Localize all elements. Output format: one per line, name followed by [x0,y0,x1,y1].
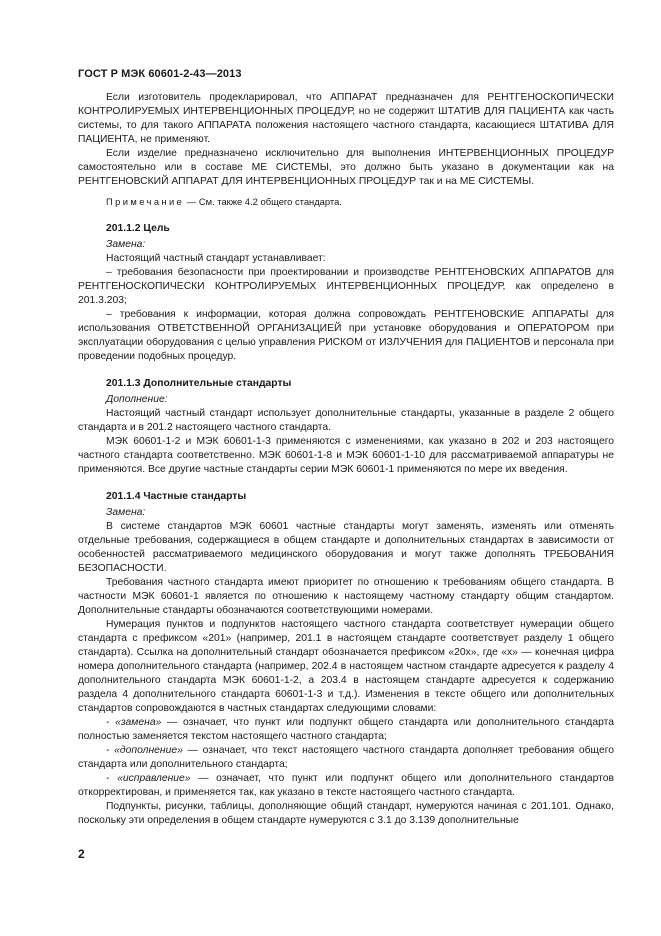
list-item-text: — означает, что текст настоящего частного стандарта дополняет требования общего стандарта или дополнительного стандарта; [78,745,615,770]
paragraph: Настоящий частный стандарт использует дополнительные стандарты, указанные в разделе 2 общего стандарта и в 201.2 настоящего частного стандарта. [78,408,614,433]
list-item: – требования безопасности при проектировании и производстве РЕНТГЕНОВСКИХ АППАРАТОВ для РЕНТГЕНОСКОПИЧЕСКИ КОНТРОЛИРУЕМЫХ ИНТЕРВЕНЦИОННЫХ ПРОЦЕДУР, как определено в 201.3.203; [78,267,614,306]
document-body [78,91,614,828]
section-heading: 201.1.2 Цель [106,223,170,234]
list-item: - «замена» — означает, что пункт или подпункт общего стандарта или дополнительного стандарта полностью заменяется текстом настоящего частного стандарта; [78,717,614,742]
section-intro: Дополнение: [106,394,168,405]
section-heading: 201.1.3 Дополнительные стандарты [106,378,292,389]
page-number: 2 [78,847,85,861]
note-text: — См. также 4.2 общего стандарта. [184,196,342,207]
term: «замена» [115,717,162,728]
list-item-text: — означает, что пункт или подпункт общего стандарта или дополнительного стандарта полностью заменяется текстом настоящего частного стандарта; [78,717,614,742]
section-heading: 201.1.4 Частные стандарты [106,491,247,502]
paragraph: Настоящий частный стандарт устанавливает: [106,253,326,264]
list-item: - «дополнение» — означает, что текст настоящего частного стандарта дополняет требования общего стандарта или дополнительного стандарта; [78,745,615,770]
paragraph: В системе стандартов МЭК 60601 частные стандарты могут заменять, изменять или отменять отдельные требования, содержащиеся в общем стандарте и дополнительных стандартах в зависимости от особенностей рассматриваемого медицинского оборудования и могут также дополнять ТРЕБОВАНИЯ БЕЗОПАСНОСТИ. [78,521,614,574]
list-item: - «исправление» — означает, что пункт или подпункт общего или дополнительного стандартов откорректирован, и применяется так, как указано в тексте настоящего частного стандарта. [78,773,614,798]
paragraph: Если изготовитель продекларировал, что АППАРАТ предназначен для РЕНТГЕНОСКОПИЧЕСКИ КОНТРОЛИРУЕМЫХ ИНТЕРВЕНЦИОННЫХ ПРОЦЕДУР, но не содержит ШТАТИВ ДЛЯ ПАЦИЕНТА как часть системы, то для такого АППАРАТА положения настоящего частного стандарта, касающиеся ШТАТИВА ДЛЯ ПАЦИЕНТА, не применяют. [78,92,614,145]
section-intro: Замена: [106,507,146,518]
list-item-text: — означает, что пункт или подпункт общего или дополнительного стандартов откорректирован, и применяется так, как указано в тексте настоящего частного стандарта. [78,773,614,798]
term: «исправление» [117,773,191,784]
paragraph: МЭК 60601-1-2 и МЭК 60601-1-3 применяются с изменениями, как указано в 202 и 203 настоящего частного стандарта соответственно. МЭК 60601-1-8 и МЭК 60601-1-10 для рассматриваемой аппаратуры не применяются. Все другие частные стандарты серии МЭК 60601-1 применяются по мере их введения. [78,436,614,475]
list-item: – требования к информации, которая должна сопровождать РЕНТГЕНОВСКИЕ АППАРАТЫ для использования ОТВЕТСТВЕННОЙ ОРГАНИЗАЦИЕЙ при установке оборудования и ОПЕРАТОРОМ при эксплуатации оборудования с целью управления РИСКОМ от ИЗЛУЧЕНИЯ для ПАЦИЕНТОВ и персонала при проведении подобных процедур. [78,309,614,362]
paragraph: Подпункты, рисунки, таблицы, дополняющие общий стандарт, нумеруются начиная с 201.101. Однако, поскольку эти определения в общем стандарте нумеруются с 3.1 до 3.139 дополнительные [78,801,614,826]
paragraph: Если изделие предназначено исключительно для выполнения ИНТЕРВЕНЦИОННЫХ ПРОЦЕДУР самостоятельно или в составе МЕ СИСТЕМЫ, это должно быть указано в документации как на РЕНТГЕНОВСКИЙ АППАРАТ ДЛЯ ИНТЕРВЕНЦИОННЫХ ПРОЦЕДУР так и на МЕ СИСТЕМЫ. [78,148,614,187]
document-header: ГОСТ Р МЭК 60601-2-43—2013 [78,68,242,80]
section-intro: Замена: [106,239,146,250]
paragraph: Нумерация пунктов и подпунктов настоящего частного стандарта соответствует нумерации общего стандарта с префиксом «201» (например, 201.1 в настоящем стандарте соответствует разделу 1 общего стандарта). Ссылка на дополнительный стандарт обозначается префиксом «20x», где «x» — конечная цифра номера дополнительного стандарта (например, 202.4 в настоящем частном стандарте адресуется к разделу 4 дополнительного стандарта МЭК 60601-1-2, а 203.4 в настоящем стандарте адресуется к содержанию раздела 4 дополнительного стандарта 60601-1-3 и т.д.). Изменения в тексте общего или дополнительных стандартов сопровождаются в частных стандартах следующими словами: [78,619,614,714]
note-label: Примечание [106,196,185,207]
term: «дополнение» [114,745,183,756]
paragraph: Требования частного стандарта имеют приоритет по отношению к требованиям общего стандарта. В частности МЭК 60601-1 является по отношению к настоящему частному стандарту общим стандартом. Дополнительные стандарты обозначаются соответствующими номерами. [78,577,614,616]
note [78,195,614,209]
